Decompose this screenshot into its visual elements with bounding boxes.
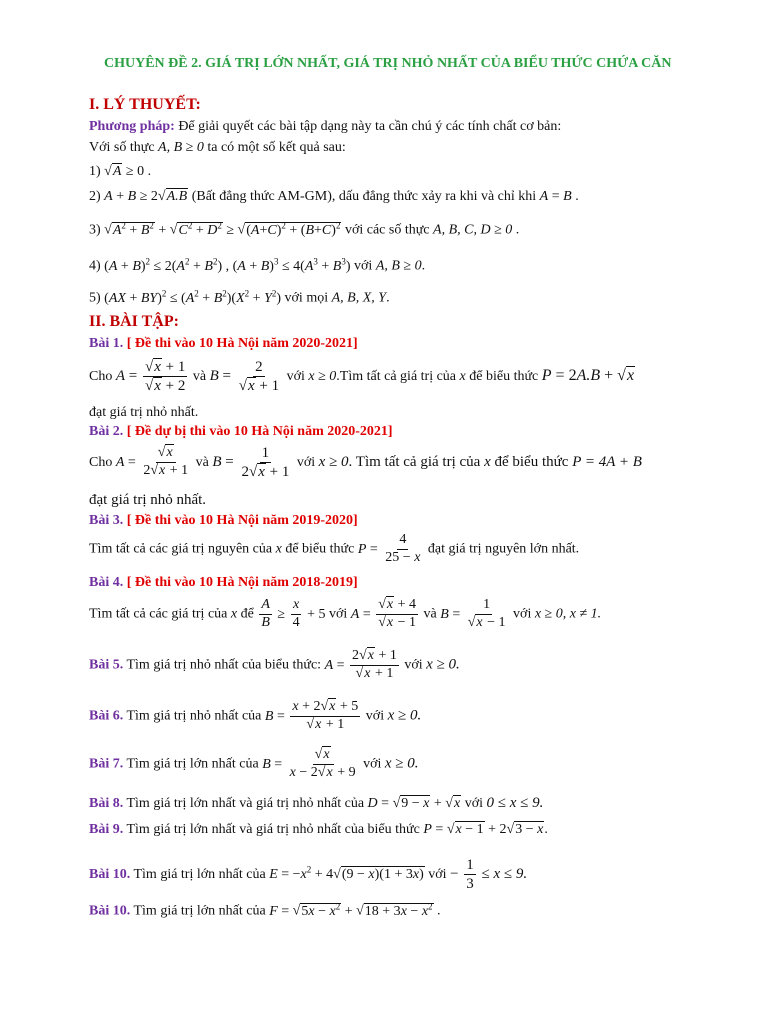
- result-5-note: với mọi: [281, 290, 332, 306]
- b10b-body: [89, 901, 441, 920]
- b7-voi: với: [359, 756, 385, 772]
- formula-5: $(AX + BY)^2 \le (A^2 + B^2)(X^2 + Y^2)$: [104, 288, 282, 306]
- b3-header: [89, 513, 358, 529]
- b6-label: Bài 6.: [89, 708, 124, 724]
- b4-header: [89, 575, 358, 591]
- b1-formula-a: A = $\frac{√x + 1}{√x + 2}$: [115, 359, 186, 394]
- b1-text: .Tìm tất cả giá trị của: [336, 368, 460, 384]
- b7-text: Tìm giá trị lớn nhất của: [123, 756, 263, 772]
- method-text: Để giải quyết các bài tập dạng này ta cần chú ý các tính chất cơ bản:: [174, 119, 562, 134]
- b7-body: [89, 747, 419, 782]
- b1-label: Bài 1.: [89, 336, 124, 351]
- b3-end: đạt giá trị nguyên lớn nhất.: [424, 541, 580, 557]
- b2-header: [89, 424, 393, 440]
- b8-text: Tìm giá trị lớn nhất và giá trị nhỏ nhất của: [123, 796, 368, 811]
- b4-source: [ Đề thi vào 10 Hà Nội năm 2018-2019]: [123, 575, 358, 590]
- result-3: 3) $√A^2 + B^2 + √C^2 + D^2 \ge √(A+C)^2 + (B+C)^2$ với các số thực A, B, C, D ≥ 0 .: [89, 220, 520, 238]
- b1-text2: để biểu thức: [465, 368, 542, 384]
- b3-text2: để biểu thức: [281, 541, 358, 557]
- b3-formula-p: P = $\frac{4}{25 - x}$: [357, 532, 421, 565]
- b6-body: [89, 699, 421, 734]
- intro-post: ta có một số kết quả sau:: [203, 140, 346, 155]
- b2-cond: x ≥ 0: [318, 453, 349, 470]
- method-label: Phương pháp:: [89, 119, 175, 134]
- b4-voi2: với: [509, 606, 535, 622]
- result-3-cond: A, B, C, D ≥ 0: [433, 222, 513, 238]
- formula-3: $√A^2 + B^2 + √C^2 + D^2 \ge √(A+C)^2 + (B+C)^2$: [104, 220, 341, 238]
- method-line: [89, 119, 561, 135]
- b2-x: x: [484, 453, 491, 470]
- b3-source: [ Đề thi vào 10 Hà Nội năm 2019-2020]: [123, 513, 358, 528]
- b2-end: đạt giá trị nhỏ nhất.: [89, 492, 207, 508]
- b5-text: Tìm giá trị nhỏ nhất của biểu thức:: [123, 657, 325, 673]
- b1-cho: Cho: [89, 368, 116, 384]
- b8-label: Bài 8.: [89, 796, 124, 811]
- b3-label: Bài 3.: [89, 513, 124, 528]
- b3-text: Tìm tất cả các giá trị nguyên của: [89, 541, 276, 557]
- b1-x: x: [459, 368, 466, 384]
- formula-1: √A ≥ 0 .: [104, 164, 152, 179]
- b7-label: Bài 7.: [89, 756, 124, 772]
- b1-header: [89, 336, 358, 352]
- b10b-text: Tìm giá trị lớn nhất của: [130, 903, 270, 919]
- b10-range: − $\frac{1}{3}$ ≤ x ≤ 9.: [450, 857, 528, 892]
- exercises-heading: II. BÀI TẬP:: [89, 313, 179, 330]
- b8-cond: 0 ≤ x ≤ 9.: [486, 795, 544, 811]
- b8-formula: D = √9 − x + √x: [367, 796, 461, 811]
- b8-body: [89, 795, 543, 812]
- b9-formula: P = √x − 1 + 2√3 − x.: [423, 822, 548, 837]
- page-title: CHUYÊN ĐỀ 2. GIÁ TRỊ LỚN NHẤT, GIÁ TRỊ NHỎ NHẤT CỦA BIỂU THỨC CHỨA CĂN: [104, 56, 672, 71]
- result-1: [89, 164, 151, 180]
- b10b-label: Bài 10.: [89, 903, 131, 919]
- result-5-label: 5): [89, 290, 105, 306]
- result-4-note: với: [350, 258, 376, 274]
- b4-formula-a: A = $\frac{√x + 4}{√x - 1}$: [350, 597, 417, 630]
- b5-label: Bài 5.: [89, 657, 124, 673]
- b2-formula-a: A = $\frac{√x}{2√x + 1}$: [115, 445, 189, 479]
- b2-text2: để biểu thức: [490, 453, 573, 470]
- b3-x: x: [275, 541, 282, 557]
- b2-cho: Cho: [89, 454, 116, 470]
- b10-voi: với: [424, 866, 451, 882]
- b1-body: [89, 358, 635, 395]
- result-3-note: với các số thực: [341, 222, 434, 238]
- b10-body: [89, 856, 527, 893]
- result-2-label: 2): [89, 189, 105, 204]
- b10-label: Bài 10.: [89, 866, 131, 882]
- b1-formula-b: B = $\frac{2}{√x + 1}$: [209, 359, 280, 394]
- b5-cond: x ≥ 0.: [426, 656, 460, 673]
- b6-formula: B = $\frac{x + 2√x + 5}{√x + 1}$: [264, 699, 359, 732]
- result-2: [89, 189, 579, 205]
- b6-text: Tìm giá trị nhỏ nhất của: [123, 708, 265, 724]
- result-5-cond: A, B, X, Y: [331, 290, 387, 306]
- b10-text: Tìm giá trị lớn nhất của: [130, 866, 270, 882]
- b2-formula-b: B = $\frac{1}{2√x + 1}$: [212, 445, 290, 480]
- b5-voi: với: [400, 657, 427, 673]
- b10b-end: .: [433, 903, 441, 919]
- result-3-label: 3): [89, 222, 105, 238]
- b2-source: [ Đề dự bị thi vào 10 Hà Nội năm 2020-2021]: [123, 424, 393, 439]
- b2-body: [89, 444, 642, 481]
- theory-heading: I. LÝ THUYẾT:: [89, 96, 201, 113]
- b8-voi: với: [461, 796, 487, 811]
- b4-formula-b: B = $\frac{1}{√x - 1}$: [440, 597, 506, 630]
- b4-va: và: [420, 606, 441, 622]
- b1-formula-p: P = 2A.B + √x: [541, 366, 635, 384]
- b10b-formula: $F = √5x - x^2 + √18 + 3x - x^2$: [269, 901, 433, 919]
- formula-2: A + B ≥ 2√A.B: [104, 189, 188, 204]
- formula-2b: A = B .: [539, 189, 579, 204]
- b2-va: và: [192, 454, 213, 470]
- b9-body: [89, 822, 548, 838]
- b4-inequality: $\frac{A}{B}$ ≥ $\frac{x}{4}$ + 5: [261, 597, 326, 630]
- b1-cond: x ≥ 0: [308, 368, 337, 384]
- b1-end: đạt giá trị nhỏ nhất.: [89, 405, 199, 420]
- b4-text: Tìm tất cả các giá trị của: [89, 606, 231, 622]
- b1-va: và: [189, 368, 210, 384]
- b3-body: [89, 532, 579, 567]
- result-4-label: 4): [89, 258, 105, 274]
- b4-label: Bài 4.: [89, 575, 124, 590]
- b1-source: [ Đề thi vào 10 Hà Nội năm 2020-2021]: [123, 336, 358, 351]
- b10-cond: ≤ x ≤ 9.: [477, 865, 528, 882]
- intro-line: [89, 140, 346, 156]
- b6-voi: với: [362, 708, 388, 724]
- b2-voi: với: [293, 454, 319, 470]
- b9-label: Bài 9.: [89, 822, 124, 837]
- intro-pre: Với số thực: [89, 140, 159, 155]
- b4-x: x: [230, 606, 238, 622]
- b4-cond: x ≥ 0, x ≠ 1.: [534, 606, 602, 622]
- formula-4: $(A + B)^2 \le 2(A^2 + B^2)$ , $(A + B)^3 \le 4(A^3 + B^3)$: [104, 256, 351, 274]
- b5-formula: A = $\frac{2√x + 1}{√x + 1}$: [324, 648, 397, 681]
- b2-expr: P = 4A + B: [572, 453, 642, 470]
- b4-text2: để: [237, 606, 258, 622]
- b7-formula: B = $\frac{√x}{x - 2√x + 9}$: [262, 747, 356, 780]
- b2-text: . Tìm tất cả giá trị của: [348, 453, 485, 470]
- b2-label: Bài 2.: [89, 424, 124, 439]
- result-4-cond: A, B ≥ 0: [375, 258, 422, 274]
- result-1-label: 1): [89, 164, 105, 179]
- b4-body: [89, 597, 601, 632]
- b1-voi: với: [283, 368, 309, 384]
- result-2-note: (Bất đẳng thức AM-GM), dấu đẳng thức xảy ra khi và chỉ khi: [188, 189, 540, 204]
- b6-cond: x ≥ 0.: [387, 707, 422, 724]
- intro-cond: A, B ≥ 0: [158, 140, 204, 155]
- result-4: 4) $(A + B)^2 \le 2(A^2 + B^2)$ , $(A + B)^3 \le 4(A^3 + B^3)$ với A, B ≥ 0.: [89, 256, 426, 274]
- b10-formula: $E = -x^2 + 4√(9 - x)(1 + 3x)$: [269, 864, 424, 882]
- b7-cond: x ≥ 0.: [384, 755, 419, 772]
- result-5: 5) $(AX + BY)^2 \le (A^2 + B^2)(X^2 + Y^2)$ với mọi A, B, X, Y.: [89, 288, 390, 306]
- b4-voi: với: [325, 606, 351, 622]
- b5-body: [89, 648, 460, 683]
- b9-text: Tìm giá trị lớn nhất và giá trị nhỏ nhất của biểu thức: [123, 822, 424, 837]
